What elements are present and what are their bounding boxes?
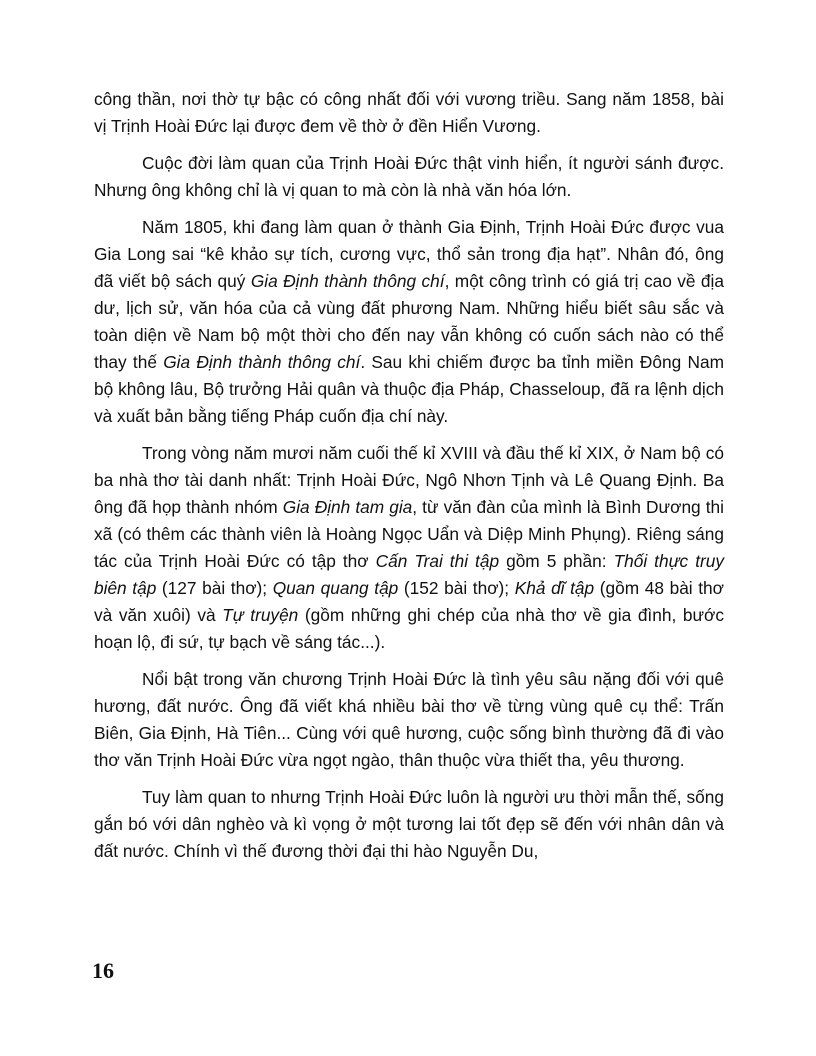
- text-segment: Năm 1805, khi đang làm quan ở thành Gia Định, Trịnh Hoài Đức được vua Gia Long sai “kê khảo sự tích, cương vực, thổ sản trong địa hạt”. Nhân đó, ông đã viết bộ sách quý: [94, 217, 724, 291]
- paragraph-5: [94, 666, 724, 774]
- text-segment: công thần, nơi thờ tự bậc có công nhất đối với vương triều. Sang năm 1858, bài vị Trịnh Hoài Đức lại được đem về thờ ở đền Hiển Vương.: [94, 89, 724, 136]
- text-segment: . Sau khi chiếm được ba tỉnh miền Đông Nam bộ không lâu, Bộ trưởng Hải quân và thuộc địa Pháp, Chasseloup, đã ra lệnh dịch và xuất bản bằng tiếng Pháp cuốn địa chí này.: [94, 352, 724, 426]
- paragraph-4: [94, 440, 724, 656]
- text-segment: , một công trình có giá trị cao về địa dư, lịch sử, văn hóa của cả vùng đất phương Nam. Những hiểu biết sâu sắc và toàn diện về Nam bộ một thời cho đến nay vẫn không có cuốn sách nào có thể thay thế: [94, 271, 724, 372]
- text-segment: Trong vòng năm mươi năm cuối thế kỉ XVIII và đầu thế kỉ XIX, ở Nam bộ có ba nhà thơ tài danh nhất: Trịnh Hoài Đức, Ngô Nhơn Tịnh và Lê Quang Định. Ba ông đã họp thành nhóm: [94, 443, 724, 517]
- book-title-italic: Gia Định thành thông chí: [250, 271, 445, 291]
- text-segment: (gồm những ghi chép của nhà thơ về gia đình, bước hoạn lộ, đi sứ, tự bạch về sáng tác...).: [94, 605, 724, 652]
- text-segment: , từ văn đàn của mình là Bình Dương thi xã (có thêm các thành viên là Hoàng Ngọc Uẩn và Diệp Minh Phụng). Riêng sáng tác của Trịnh Hoài Đức có tập thơ: [94, 497, 724, 571]
- text-segment: (127 bài thơ);: [156, 578, 273, 598]
- text-segment: gồm 5 phần:: [499, 551, 614, 571]
- paragraph-1: [94, 86, 724, 140]
- body-text: [94, 86, 724, 875]
- text-segment: (gồm 48 bài thơ và văn xuôi) và: [94, 578, 725, 625]
- book-title-italic: Khả dĩ tập: [514, 578, 595, 598]
- text-segment: Nổi bật trong văn chương Trịnh Hoài Đức là tình yêu sâu nặng đối với quê hương, đất nước. Ông đã viết khá nhiều bài thơ về từng vùng quê cụ thể: Trấn Biên, Gia Định, Hà Tiên... Cùng với quê hương, cuộc sống bình thường đã đi vào thơ văn Trịnh Hoài Đức vừa ngọt ngào, thân thuộc vừa thiết tha, yêu thương.: [94, 669, 724, 770]
- paragraph-2: [94, 150, 724, 204]
- book-title-italic: Tự truyện: [222, 605, 299, 625]
- page-number: 16: [92, 958, 114, 983]
- paragraph-6: [94, 784, 724, 865]
- paragraph-3: [94, 214, 724, 430]
- book-title-italic: Cấn Trai thi tập: [375, 551, 500, 571]
- text-segment: Cuộc đời làm quan của Trịnh Hoài Đức thật vinh hiển, ít người sánh được. Nhưng ông không chỉ là vị quan to mà còn là nhà văn hóa lớn.: [94, 153, 724, 200]
- book-title-italic: Quan quang tập: [272, 578, 399, 598]
- book-title-italic: Thối thực truy biên tập: [94, 551, 724, 598]
- text-segment: Tuy làm quan to nhưng Trịnh Hoài Đức luôn là người ưu thời mẫn thế, sống gắn bó với dân nghèo và kì vọng ở một tương lai tốt đẹp sẽ đến với nhân dân và đất nước. Chính vì thế đương thời đại thi hào Nguyễn Du,: [94, 787, 724, 861]
- book-title-italic: Gia Định thành thông chí: [163, 352, 361, 372]
- group-name-italic: Gia Định tam gia: [282, 497, 413, 517]
- text-segment: (152 bài thơ);: [398, 578, 515, 598]
